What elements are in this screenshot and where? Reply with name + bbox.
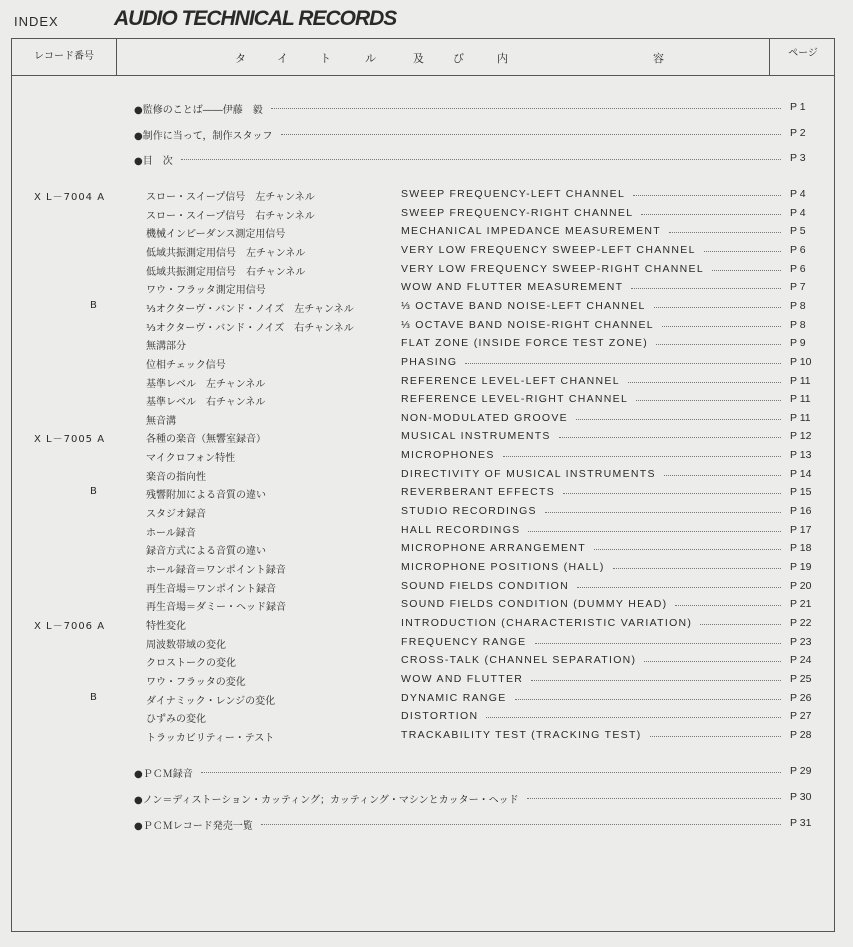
japanese-title: ひずみの変化 xyxy=(146,714,206,726)
english-title: NON-MODULATED GROOVE xyxy=(401,411,568,424)
dot-leader xyxy=(465,363,781,364)
japanese-title: 各種の楽音（無響室録音） xyxy=(146,434,266,446)
index-entry xyxy=(0,598,853,616)
english-title: FLAT ZONE (INSIDE FORCE TEST ZONE) xyxy=(401,337,649,350)
dot-leader xyxy=(594,549,781,550)
japanese-title: トラッカビリティー・テスト xyxy=(146,732,275,744)
title-contents-header xyxy=(117,39,769,75)
title-char: イ xyxy=(277,52,290,65)
dot-leader xyxy=(576,419,781,420)
page-number: P 25 xyxy=(790,672,812,685)
english-title: SOUND FIELDS CONDITION (DUMMY HEAD) xyxy=(401,598,668,611)
index-entry xyxy=(0,152,853,170)
dot-leader xyxy=(527,798,781,799)
dot-leader xyxy=(613,568,781,569)
dot-leader xyxy=(181,159,781,160)
english-title: CROSS-TALK (CHANNEL SEPARATION) xyxy=(401,654,637,667)
dot-leader xyxy=(656,344,781,345)
english-title: ⅓ OCTAVE BAND NOISE-RIGHT CHANNEL xyxy=(401,318,654,331)
index-entry xyxy=(0,468,853,486)
dot-leader xyxy=(675,605,781,606)
english-title: DISTORTION xyxy=(401,710,479,723)
record-number: B xyxy=(90,299,98,311)
record-number-header: レコード番号 xyxy=(12,39,117,75)
japanese-title: ●ノン＝ディストーション・カッティング；カッティング・マシンとカッター・ヘッド xyxy=(134,795,519,806)
title-char: タ xyxy=(235,52,248,65)
japanese-title: 周波数帯域の変化 xyxy=(146,639,226,651)
record-number: X L－7005 A xyxy=(34,434,106,446)
english-title: FREQUENCY RANGE xyxy=(401,635,527,648)
dot-leader xyxy=(704,251,781,252)
dot-leader xyxy=(535,643,781,644)
english-title: TRACKABILITY TEST (TRACKING TEST) xyxy=(401,728,642,741)
japanese-title: ●ＰＣＭ録音 xyxy=(134,769,193,780)
page-number: P 3 xyxy=(790,152,806,164)
index-entry xyxy=(0,692,853,710)
japanese-title: ダイナミック・レンジの変化 xyxy=(146,695,276,707)
page-number: P 8 xyxy=(790,299,806,312)
dot-leader xyxy=(559,437,781,438)
page-number: P 2 xyxy=(790,127,806,139)
index-entry xyxy=(0,654,853,672)
index-entry xyxy=(0,561,853,579)
page-number: P 4 xyxy=(790,206,806,219)
page-number: P 29 xyxy=(790,765,812,777)
page-number: P 11 xyxy=(790,411,811,424)
english-title: MICROPHONE ARRANGEMENT xyxy=(401,542,586,555)
record-number: B xyxy=(90,691,98,703)
english-title: VERY LOW FREQUENCY SWEEP-RIGHT CHANNEL xyxy=(401,262,705,275)
page-number: P 28 xyxy=(790,728,812,741)
index-label: INDEX xyxy=(14,14,59,29)
record-number: X L－7004 A xyxy=(34,192,106,203)
japanese-title: 基準レベル 右チャンネル xyxy=(146,397,266,409)
english-title: DIRECTIVITY OF MUSICAL INSTRUMENTS xyxy=(401,467,656,480)
japanese-title: スロー・スイープ信号 左チャンネル xyxy=(146,192,315,203)
page-number: P 18 xyxy=(790,542,812,555)
japanese-title: 楽音の指向性 xyxy=(146,471,206,483)
page-number: P 16 xyxy=(790,505,812,518)
japanese-title: ●制作に当って，制作スタッフ xyxy=(134,131,273,142)
index-entry xyxy=(0,486,853,504)
page-number: P 14 xyxy=(790,467,812,480)
english-title: MICROPHONES xyxy=(401,449,495,462)
index-entry xyxy=(0,207,853,225)
index-entry xyxy=(0,225,853,243)
index-entry xyxy=(0,765,853,783)
japanese-title: 録音方式による音質の違い xyxy=(146,546,266,558)
page-number: P 1 xyxy=(790,101,806,113)
index-entry xyxy=(0,319,853,337)
english-title: SWEEP FREQUENCY-RIGHT CHANNEL xyxy=(401,206,634,219)
english-title: REVERBERANT EFFECTS xyxy=(401,486,556,499)
english-title: REFERENCE LEVEL-RIGHT CHANNEL xyxy=(401,393,629,406)
english-title: WOW AND FLUTTER MEASUREMENT xyxy=(401,281,624,294)
page-number: P 30 xyxy=(790,791,812,803)
dot-leader xyxy=(712,270,781,271)
page-number: P 9 xyxy=(790,337,806,350)
index-entry xyxy=(0,430,853,448)
dot-leader xyxy=(700,624,781,625)
english-title: MECHANICAL IMPEDANCE MEASUREMENT xyxy=(401,225,661,238)
index-entry xyxy=(0,710,853,728)
page-number: P 19 xyxy=(790,561,812,573)
dot-leader xyxy=(563,493,781,494)
japanese-title: 基準レベル 左チャンネル xyxy=(146,378,266,390)
page-number: P 11 xyxy=(790,374,811,387)
dot-leader xyxy=(650,736,781,737)
dot-leader xyxy=(281,134,781,135)
dot-leader xyxy=(636,400,781,401)
dot-leader xyxy=(201,772,781,773)
page-number: P 21 xyxy=(790,598,812,611)
japanese-title: ●ＰＣＭレコード発売一覧 xyxy=(134,821,253,832)
index-entry xyxy=(0,636,853,654)
english-title: DYNAMIC RANGE xyxy=(401,691,507,704)
page-number: P 24 xyxy=(790,654,812,667)
english-title: SWEEP FREQUENCY-LEFT CHANNEL xyxy=(401,188,626,200)
japanese-title: 機械インピーダンス測定用信号 xyxy=(146,229,286,241)
dot-leader xyxy=(271,108,781,109)
japanese-title: 残響附加による音質の違い xyxy=(146,490,266,502)
japanese-title: 位相チェック信号 xyxy=(146,359,226,371)
index-entry xyxy=(0,281,853,299)
title-char: び xyxy=(453,52,466,65)
english-title: MUSICAL INSTRUMENTS xyxy=(401,430,551,443)
index-entry xyxy=(0,542,853,560)
japanese-title: ⅓オクターヴ・バンド・ノイズ 右チャンネル xyxy=(146,322,354,334)
index-entry xyxy=(0,449,853,467)
dot-leader xyxy=(486,717,781,718)
page-number: P 26 xyxy=(790,691,812,704)
index-entry xyxy=(0,505,853,523)
index-entry xyxy=(0,244,853,262)
english-title: INTRODUCTION (CHARACTERISTIC VARIATION) xyxy=(401,616,693,629)
record-number: B xyxy=(90,486,98,498)
page-number: P 13 xyxy=(790,449,812,462)
dot-leader xyxy=(503,456,781,457)
english-title: VERY LOW FREQUENCY SWEEP-LEFT CHANNEL xyxy=(401,243,696,256)
page-number: P 27 xyxy=(790,710,812,723)
english-title: PHASING xyxy=(401,355,458,368)
index-entry xyxy=(0,375,853,393)
page-header: ページ xyxy=(769,39,836,75)
index-entry xyxy=(0,817,853,835)
japanese-title: 無溝部分 xyxy=(146,341,186,353)
index-entry xyxy=(0,580,853,598)
japanese-title: 低域共振測定用信号 左チャンネル xyxy=(146,247,306,259)
english-title: SOUND FIELDS CONDITION xyxy=(401,579,570,592)
index-entry xyxy=(0,101,853,119)
page-number: P 7 xyxy=(790,281,806,294)
japanese-title: ホール録音 xyxy=(146,527,196,539)
title-char: ト xyxy=(320,52,333,65)
english-title: STUDIO RECORDINGS xyxy=(401,505,537,518)
japanese-title: ⅓オクターヴ・バンド・ノイズ 左チャンネル xyxy=(146,303,354,315)
english-title: WOW AND FLUTTER xyxy=(401,672,524,685)
page-number: P 12 xyxy=(790,430,812,443)
dot-leader xyxy=(515,699,781,700)
english-title: ⅓ OCTAVE BAND NOISE-LEFT CHANNEL xyxy=(401,299,646,312)
japanese-title: ワウ・フラッタの変化 xyxy=(146,676,246,688)
page-number: P 15 xyxy=(790,486,812,499)
dot-leader xyxy=(664,475,781,476)
dot-leader xyxy=(641,214,781,215)
index-entry xyxy=(0,300,853,318)
index-entry xyxy=(0,188,853,206)
index-entry xyxy=(0,673,853,691)
page-number: P 22 xyxy=(790,616,812,629)
dot-leader xyxy=(528,531,781,532)
dot-leader xyxy=(669,232,781,233)
record-number: X L－7006 A xyxy=(34,620,106,632)
page-number: P 8 xyxy=(790,318,806,331)
dot-leader xyxy=(577,587,781,588)
japanese-title: ホール録音＝ワンポイント録音 xyxy=(146,565,286,576)
page-number: P 20 xyxy=(790,579,812,592)
english-title: MICROPHONE POSITIONS (HALL) xyxy=(401,561,605,573)
english-title: REFERENCE LEVEL-LEFT CHANNEL xyxy=(401,374,620,387)
japanese-title: 再生音場＝ダミー・ヘッド録音 xyxy=(146,602,286,614)
japanese-title: ワウ・フラッタ測定用信号 xyxy=(146,285,266,297)
japanese-title: 低域共振測定用信号 右チャンネル xyxy=(146,266,306,278)
dot-leader xyxy=(261,824,781,825)
index-entry xyxy=(0,356,853,374)
japanese-title: マイクロフォン特性 xyxy=(146,453,236,465)
page-number: P 17 xyxy=(790,523,812,536)
index-entry xyxy=(0,127,853,145)
dot-leader xyxy=(633,195,781,196)
japanese-title: クロストークの変化 xyxy=(146,658,236,670)
brand-logo: AUDIO TECHNICAL RECORDS xyxy=(114,7,397,30)
page-number: P 10 xyxy=(790,355,812,368)
index-entry xyxy=(0,524,853,542)
japanese-title: スタジオ録音 xyxy=(146,509,206,521)
dot-leader xyxy=(531,680,781,681)
page-number: P 31 xyxy=(790,817,812,829)
dot-leader xyxy=(631,288,781,289)
dot-leader xyxy=(545,512,781,513)
page-number: P 23 xyxy=(790,635,812,648)
japanese-title: スロー・スイープ信号 右チャンネル xyxy=(146,210,315,222)
index-entry xyxy=(0,729,853,747)
japanese-title: 無音溝 xyxy=(146,415,176,427)
japanese-title: ●監修のことば――伊藤 毅 xyxy=(134,105,263,116)
index-entry xyxy=(0,337,853,355)
title-char: ル xyxy=(365,52,378,65)
dot-leader xyxy=(662,326,781,327)
index-entry xyxy=(0,791,853,809)
page-number: P 6 xyxy=(790,262,806,275)
title-char: 及 xyxy=(413,52,426,65)
dot-leader xyxy=(654,307,781,308)
index-entry xyxy=(0,393,853,411)
english-title: HALL RECORDINGS xyxy=(401,523,521,536)
dot-leader xyxy=(628,382,781,383)
title-char: 内 xyxy=(497,52,510,65)
dot-leader xyxy=(644,661,781,662)
index-entry xyxy=(0,617,853,635)
page-number: P 4 xyxy=(790,188,806,200)
index-entry xyxy=(0,263,853,281)
title-char: 容 xyxy=(653,52,666,65)
japanese-title: ●目 次 xyxy=(134,156,173,167)
page-number: P 5 xyxy=(790,225,806,238)
page-number: P 6 xyxy=(790,243,806,256)
japanese-title: 再生音場＝ワンポイント録音 xyxy=(146,583,276,595)
index-entry xyxy=(0,412,853,430)
page-number: P 11 xyxy=(790,393,811,406)
japanese-title: 特性変化 xyxy=(146,620,186,632)
column-header-row xyxy=(12,39,834,76)
